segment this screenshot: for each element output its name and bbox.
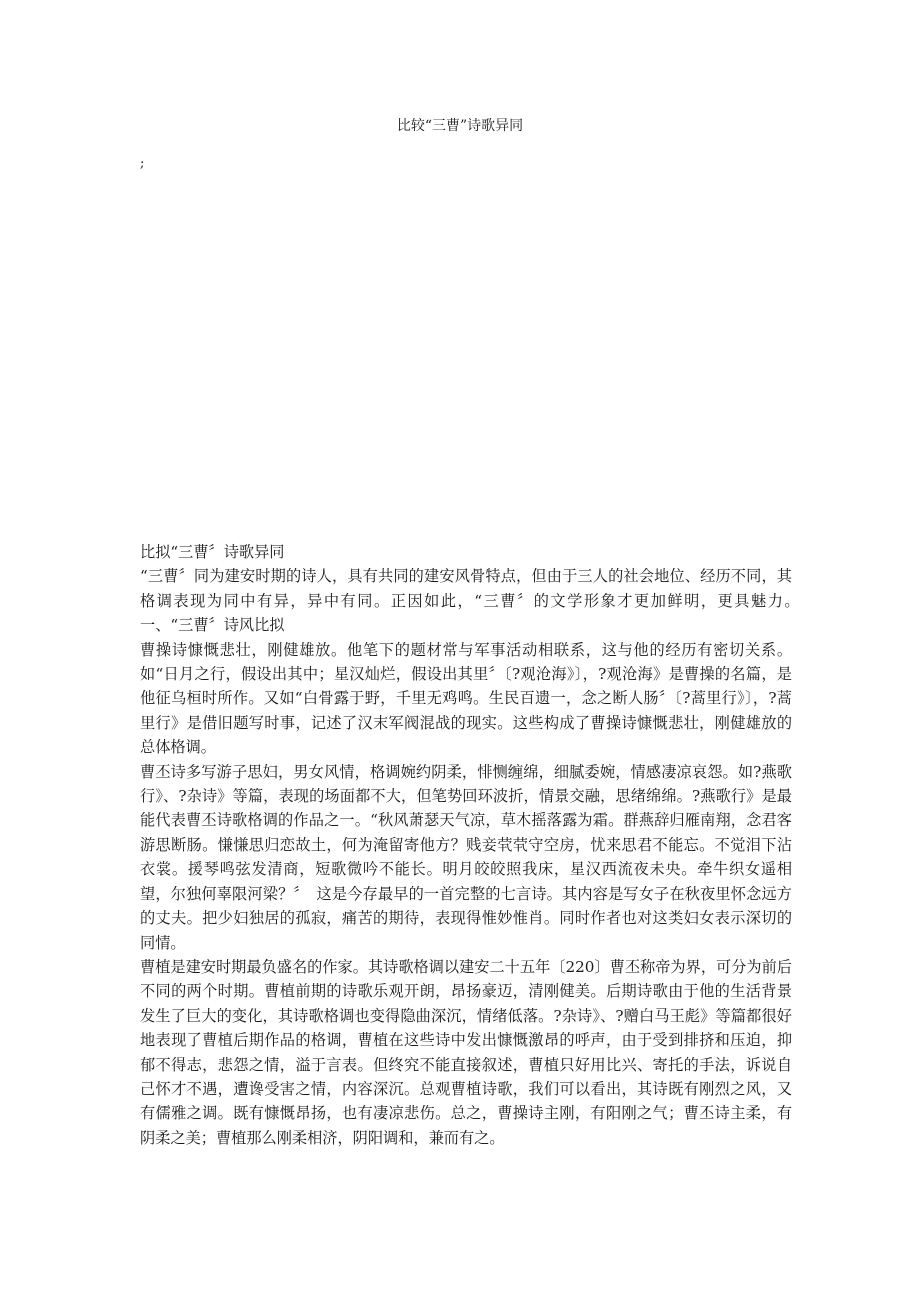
paragraph-cao-cao: 曹操诗慷慨悲壮，刚健雄放。他笔下的题材常与军事活动相联系，这与他的经历有密切关系。如“日月之行，假设出其中；星汉灿烂，假设出其里〞〔?观沧海》〕，?观沧海》是曹操的名篇，是他征乌桓时所作。又如“白骨露于野，千里无鸡鸣。生民百遗一，念之断人肠〞〔?蒿里行》〕，?蒿里行》是借旧题写时事，记述了汉末军阀混战的现实。这些构成了曹操诗慷慨悲壮，刚健雄放的总体格调。	[140, 640, 792, 757]
paragraph-cao-zhi: 曹植是建安时期最负盛名的作家。其诗歌格调以建安二十五年〔220〕曹丕称帝为界，可分为前后不同的两个时期。曹植前期的诗歌乐观开朗，昂扬豪迈，清刚健美。后期诗歌由于他的生活背景发生了巨大的变化，其诗歌格调也变得隐曲深沉，情绪低落。?杂诗》、?赠白马王彪》等篇都很好地表现了曹植后期作品的格调，曹植在这些诗中发出慷慨激昂的呼声，由于受到排挤和压迫，抑郁不得志，悲怨之情，溢于言表。但终究不能直接叙述，曹植只好用比兴、寄托的手法，诉说自己怀才不遇，遭谗受害之情，内容深沉。总观曹植诗歌，我们可以看出，其诗既有刚烈之风，又有儒雅之调。既有慷慨昂扬，也有凄凉悲伤。总之，曹操诗主刚，有阳刚之气；曹丕诗主柔，有阴柔之美；曹植那么刚柔相济，阴阳调和，兼而有之。	[140, 957, 792, 1147]
separator-mark: ;	[140, 156, 145, 171]
paragraph-cao-pi: 曹丕诗多写游子思妇，男女风情，格调婉约阴柔，悱恻缠绵，细腻委婉，情感凄凉哀怨。如?燕歌行》、?杂诗》等篇，表现的场面都不大，但笔势回环波折，情景交融，思绪绵绵。?燕歌行》是最能代表曹丕诗歌格调的作品之一。“秋风萧瑟天气凉，草木摇落露为霜。群燕辞归雁南翔，念君客游思断肠。慊慊思归恋故土，何为淹留寄他方？贱妾茕茕守空房，忧来思君不能忘。不觉泪下沾衣裳。援琴鸣弦发清商，短歌微吟不能长。明月皎皎照我床，星汉西流夜未央。牵牛织女遥相望，尔独何辜限河梁？〞 这是今存最早的一首完整的七言诗。其内容是写女子在秋夜里怀念远方的丈夫。把少妇独居的孤寂，痛苦的期待，表现得惟妙惟肖。同时作者也对这类妇女表示深切的同情。	[140, 762, 792, 952]
document-title: 比较“三曹”诗歌异同	[396, 118, 524, 134]
article-body	[140, 540, 808, 1150]
article-heading: 比拟“三曹〞诗歌异同	[140, 543, 285, 561]
paragraph-intro: “三曹〞同为建安时期的诗人，具有共同的建安风骨特点，但由于三人的社会地位、经历不同，其格调表现为同中有异，异中有同。正因如此，“三曹〞的文学形象才更加鲜明，更具魅力。 一、“三曹〞诗风比拟	[140, 567, 808, 635]
